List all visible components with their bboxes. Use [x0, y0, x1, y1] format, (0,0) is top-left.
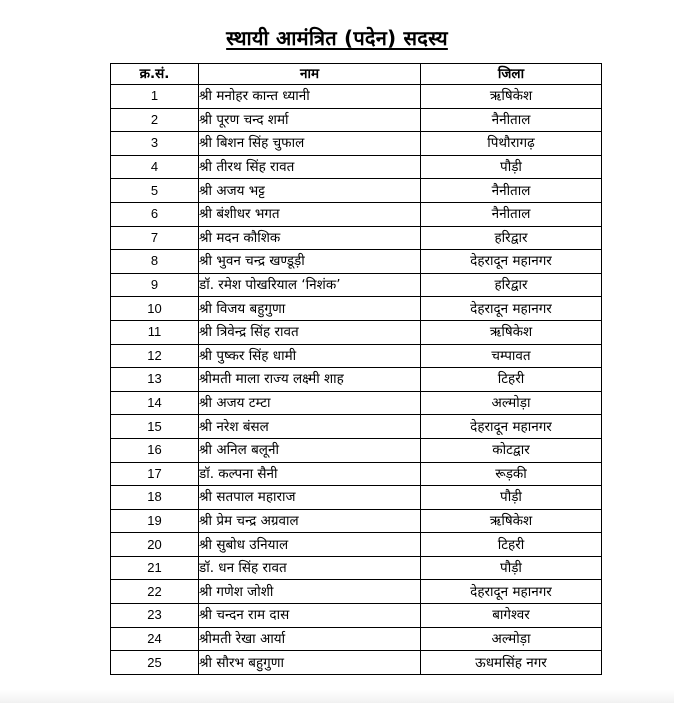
- district-cell: हरिद्वार: [421, 226, 602, 250]
- member-name-cell: श्री पुष्कर सिंह धामी: [199, 344, 421, 368]
- member-name-cell: श्री सौरभ बहुगुणा: [199, 651, 421, 675]
- table-row: [111, 344, 602, 368]
- serial-number-cell: 23: [111, 604, 199, 628]
- member-name-cell: श्री अनिल बलूनी: [199, 438, 421, 462]
- member-name-cell: श्री सुबोध उनियाल: [199, 533, 421, 557]
- table-row: [111, 297, 602, 321]
- page-bottom-edge: [0, 690, 674, 703]
- district-cell: रूड़की: [421, 462, 602, 486]
- serial-number-cell: 11: [111, 320, 199, 344]
- serial-number-cell: 4: [111, 155, 199, 179]
- district-cell: टिहरी: [421, 533, 602, 557]
- serial-number-cell: 1: [111, 85, 199, 109]
- table-row: [111, 391, 602, 415]
- serial-number-cell: 8: [111, 250, 199, 274]
- member-name-cell: श्री पूरण चन्द शर्मा: [199, 108, 421, 132]
- serial-number-cell: 9: [111, 273, 199, 297]
- table-row: [111, 320, 602, 344]
- table-row: [111, 438, 602, 462]
- member-name-cell: श्री तीरथ सिंह रावत: [199, 155, 421, 179]
- serial-number-cell: 2: [111, 108, 199, 132]
- member-name-cell: श्री गणेश जोशी: [199, 580, 421, 604]
- table-row: [111, 651, 602, 675]
- serial-number-cell: 16: [111, 438, 199, 462]
- table-body: [111, 85, 602, 675]
- table-row: [111, 580, 602, 604]
- district-cell: बागेश्वर: [421, 604, 602, 628]
- district-cell: ऋषिकेश: [421, 509, 602, 533]
- table-header-row: [111, 64, 602, 85]
- member-name-cell: श्री बिशन सिंह चुफाल: [199, 132, 421, 156]
- member-name-cell: श्री अजय टम्टा: [199, 391, 421, 415]
- table-row: [111, 486, 602, 510]
- table-row: [111, 627, 602, 651]
- serial-number-cell: 13: [111, 368, 199, 392]
- table-row: [111, 250, 602, 274]
- serial-number-cell: 17: [111, 462, 199, 486]
- district-cell: देहरादून महानगर: [421, 250, 602, 274]
- header-district: जिला: [421, 64, 602, 85]
- serial-number-cell: 14: [111, 391, 199, 415]
- member-name-cell: डॉ. कल्पना सैनी: [199, 462, 421, 486]
- serial-number-cell: 7: [111, 226, 199, 250]
- table-row: [111, 368, 602, 392]
- table-row: [111, 226, 602, 250]
- header-name: नाम: [199, 64, 421, 85]
- district-cell: अल्मोड़ा: [421, 391, 602, 415]
- district-cell: पिथौरागढ़: [421, 132, 602, 156]
- table-row: [111, 556, 602, 580]
- district-cell: चम्पावत: [421, 344, 602, 368]
- district-cell: नैनीताल: [421, 179, 602, 203]
- member-name-cell: श्री सतपाल महाराज: [199, 486, 421, 510]
- serial-number-cell: 3: [111, 132, 199, 156]
- member-name-cell: श्रीमती रेखा आर्या: [199, 627, 421, 651]
- serial-number-cell: 5: [111, 179, 199, 203]
- serial-number-cell: 19: [111, 509, 199, 533]
- table-row: [111, 273, 602, 297]
- district-cell: देहरादून महानगर: [421, 580, 602, 604]
- district-cell: नैनीताल: [421, 108, 602, 132]
- serial-number-cell: 12: [111, 344, 199, 368]
- district-cell: कोटद्वार: [421, 438, 602, 462]
- member-name-cell: श्री त्रिवेन्द्र सिंह रावत: [199, 320, 421, 344]
- table-row: [111, 132, 602, 156]
- member-name-cell: श्री मदन कौशिक: [199, 226, 421, 250]
- serial-number-cell: 6: [111, 202, 199, 226]
- member-name-cell: श्री भुवन चन्द्र खण्डूड़ी: [199, 250, 421, 274]
- member-name-cell: डॉ. रमेश पोखरियाल ‘निशंक’: [199, 273, 421, 297]
- district-cell: पौड़ी: [421, 486, 602, 510]
- table-row: [111, 533, 602, 557]
- table-row: [111, 179, 602, 203]
- serial-number-cell: 10: [111, 297, 199, 321]
- member-name-cell: श्री प्रेम चन्द्र अग्रवाल: [199, 509, 421, 533]
- member-name-cell: श्रीमती माला राज्य लक्ष्मी शाह: [199, 368, 421, 392]
- members-table: [110, 63, 602, 675]
- member-name-cell: श्री चन्दन राम दास: [199, 604, 421, 628]
- table-row: [111, 462, 602, 486]
- table-row: [111, 85, 602, 109]
- serial-number-cell: 25: [111, 651, 199, 675]
- member-name-cell: डॉ. धन सिंह रावत: [199, 556, 421, 580]
- serial-number-cell: 21: [111, 556, 199, 580]
- member-name-cell: श्री बंशीधर भगत: [199, 202, 421, 226]
- serial-number-cell: 20: [111, 533, 199, 557]
- district-cell: ऋषिकेश: [421, 85, 602, 109]
- member-name-cell: श्री अजय भट्ट: [199, 179, 421, 203]
- district-cell: नैनीताल: [421, 202, 602, 226]
- serial-number-cell: 24: [111, 627, 199, 651]
- member-name-cell: श्री मनोहर कान्त ध्यानी: [199, 85, 421, 109]
- table-row: [111, 509, 602, 533]
- table-row: [111, 202, 602, 226]
- district-cell: देहरादून महानगर: [421, 297, 602, 321]
- district-cell: ऊधमसिंह नगर: [421, 651, 602, 675]
- table-row: [111, 108, 602, 132]
- document-title: स्थायी आमंत्रित (पदेन) सदस्य: [226, 26, 448, 50]
- district-cell: पौड़ी: [421, 556, 602, 580]
- district-cell: हरिद्वार: [421, 273, 602, 297]
- district-cell: अल्मोड़ा: [421, 627, 602, 651]
- district-cell: पौड़ी: [421, 155, 602, 179]
- district-cell: देहरादून महानगर: [421, 415, 602, 439]
- table-row: [111, 155, 602, 179]
- serial-number-cell: 22: [111, 580, 199, 604]
- member-name-cell: श्री नरेश बंसल: [199, 415, 421, 439]
- district-cell: ऋषिकेश: [421, 320, 602, 344]
- table-row: [111, 415, 602, 439]
- member-name-cell: श्री विजय बहुगुणा: [199, 297, 421, 321]
- serial-number-cell: 18: [111, 486, 199, 510]
- serial-number-cell: 15: [111, 415, 199, 439]
- table-row: [111, 604, 602, 628]
- header-serial-number: क्र.सं.: [111, 64, 199, 85]
- district-cell: टिहरी: [421, 368, 602, 392]
